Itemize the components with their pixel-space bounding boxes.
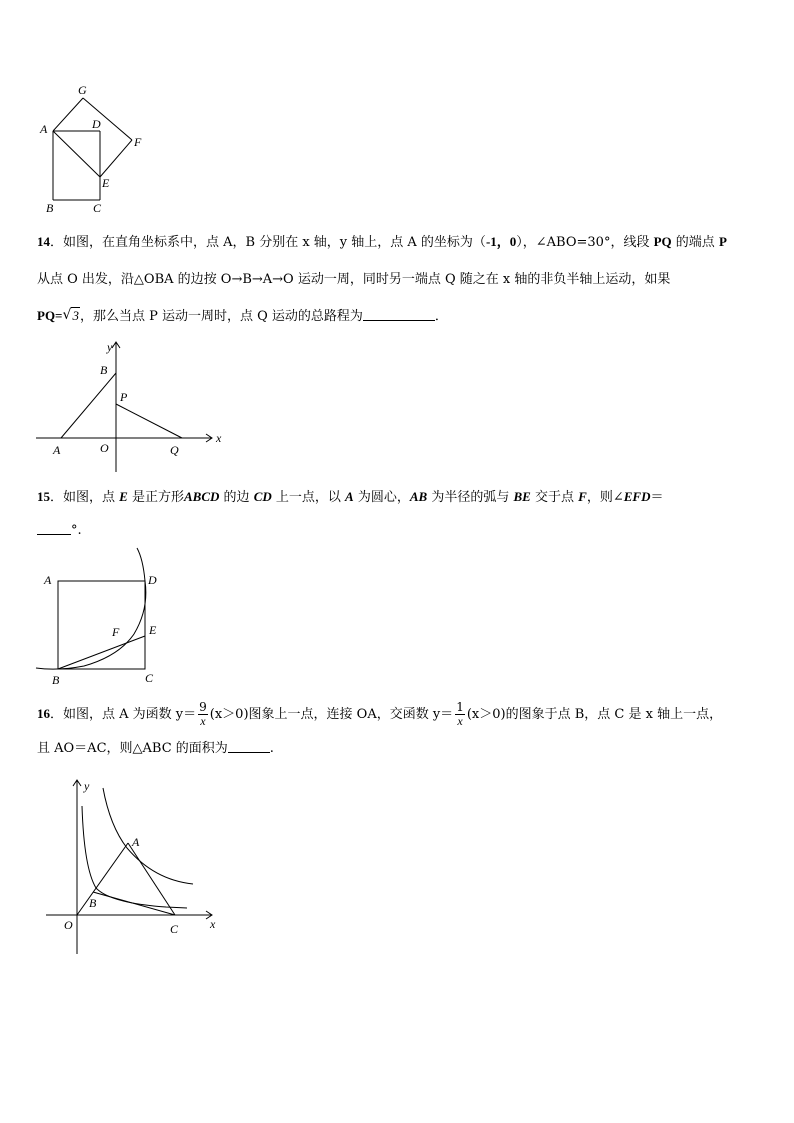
segment-pq	[116, 404, 182, 438]
label-a: A	[44, 573, 52, 587]
label-c: C	[170, 922, 179, 936]
label-p: P	[120, 390, 128, 404]
q16-number: 16	[37, 706, 50, 721]
curve-y-9-over-x	[103, 788, 193, 884]
q15-line-2: °.	[37, 522, 82, 539]
segment-ab	[61, 373, 116, 438]
q15-number: 15	[37, 489, 50, 504]
label-b: B	[89, 896, 97, 910]
label-e: E	[102, 176, 110, 190]
segment-gf	[83, 98, 132, 140]
arc-bd	[36, 548, 146, 669]
label-d: D	[148, 573, 157, 587]
label-q: Q	[170, 443, 179, 457]
segment-oa	[77, 843, 128, 915]
label-x: x	[210, 917, 216, 931]
answer-blank-16[interactable]	[228, 740, 270, 753]
label-y: y	[107, 340, 113, 354]
figure-14-svg	[34, 338, 234, 478]
curve-y-1-over-x	[82, 806, 187, 908]
label-a: A	[40, 122, 48, 136]
label-c: C	[93, 201, 102, 215]
figure-square-arc	[34, 544, 174, 690]
label-b: B	[52, 673, 60, 687]
q16-line-1: 16．如图，点 A 为函数 y＝ $\frac{9}{x}$ (x＞0)图象上一点，连接 OA，交函数 y＝ $\frac{1}{x}$ (x＞0)的图象于点 B，点 C 是 x 轴上一点，	[37, 700, 723, 728]
segment-ae	[53, 131, 100, 177]
label-a: A	[132, 835, 140, 849]
label-o: O	[64, 918, 73, 932]
label-g: G	[78, 83, 87, 97]
segment-ag	[53, 98, 83, 131]
square-abcd	[58, 581, 145, 669]
segment-fe	[100, 140, 132, 177]
label-f: F	[134, 135, 142, 149]
fraction-1-over-x: $\frac{1}{x}$	[456, 700, 464, 728]
q14-line-2: 从点 O 出发，沿△OBA 的边按 O→B→A→O 运动一周，同时另一端点 Q 随之在 x 轴的非负半轴上运动，如果	[37, 272, 671, 287]
figure-15-svg	[34, 544, 174, 690]
label-y: y	[84, 779, 90, 793]
sqrt-expression: √ 3	[62, 307, 79, 323]
label-x: x	[216, 431, 222, 445]
label-c: C	[145, 671, 154, 685]
figure-13-svg	[36, 80, 156, 220]
q14-line-3: PQ= √ 3，那么当点 P 运动一周时，点 Q 运动的总路程为 ．	[37, 307, 448, 324]
q15-line-1: 15．如图，点 E 是正方形ABCD 的边 CD 上一点，以 A 为圆心，AB 为半径的弧与 BE 交于点 F，则∠EFD＝	[37, 489, 664, 505]
label-d: D	[92, 117, 101, 131]
figure-inverse-functions	[44, 776, 234, 960]
label-o: O	[100, 441, 109, 455]
label-a: A	[53, 443, 61, 457]
segment-be	[58, 636, 145, 669]
label-f: F	[112, 625, 120, 639]
q14-number: 14	[37, 234, 50, 249]
answer-blank-15[interactable]	[37, 522, 71, 535]
figure-square-geometry	[36, 80, 156, 220]
answer-blank-14[interactable]	[363, 308, 435, 321]
fraction-9-over-x: $\frac{9}{x}$	[199, 700, 207, 728]
label-e: E	[149, 623, 157, 637]
figure-16-svg	[44, 776, 234, 960]
q14-line-1: 14．如图，在直角坐标系中，点 A，B 分别在 x 轴，y 轴上，点 A 的坐标为（-1，0），∠ABO=30°，线段 PQ 的端点 P	[37, 234, 727, 250]
label-b: B	[46, 201, 54, 215]
label-b: B	[100, 363, 108, 377]
figure-coordinate-triangle	[34, 338, 234, 478]
q16-line-2: 且 AO＝AC，则△ABC 的面积为 .	[37, 741, 274, 756]
